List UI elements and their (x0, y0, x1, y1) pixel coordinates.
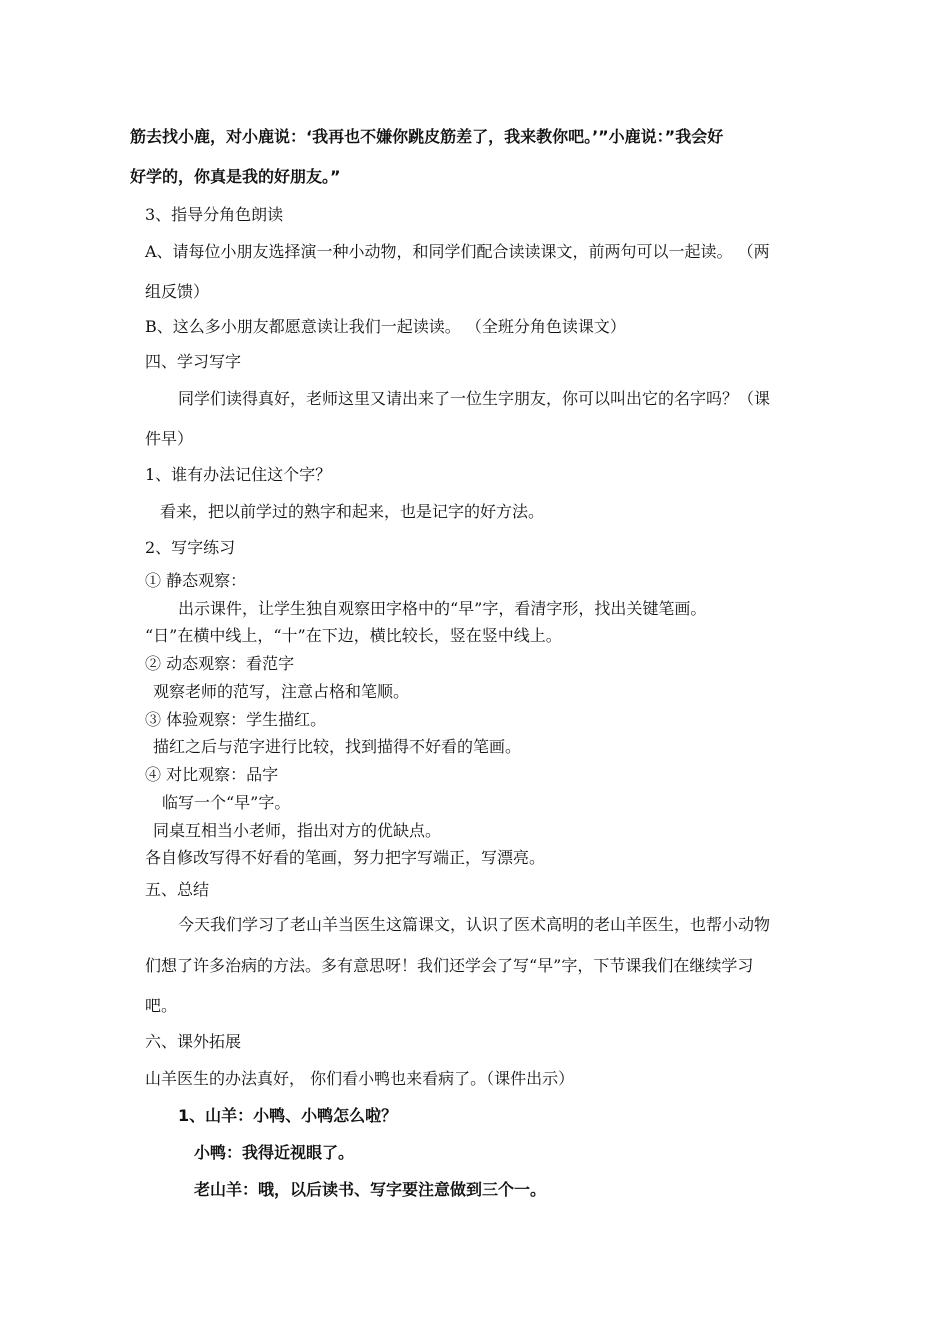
paragraph-line: 今天我们学习了老山羊当医生这篇课文，认识了医术高明的老山羊医生，也帮小动物 (178, 915, 771, 934)
paragraph-line: 山羊医生的办法真好， 你们看小鸭也来看病了。（课件出示） (145, 1069, 575, 1088)
paragraph-line: 筋去找小鹿，对小鹿说：‘我再也不嫌你跳皮筋差了，我来教你吧。’”小鹿说：”我会好 (130, 127, 724, 146)
section-heading: 六、课外拓展 (145, 1032, 242, 1051)
paragraph-line: B、这么多小朋友都愿意读让我们一起读读。 （全班分角色读课文） (145, 317, 626, 336)
paragraph-line: 件早） (145, 429, 194, 448)
paragraph-line: 吧。 (145, 996, 178, 1015)
section-heading: 四、学习写字 (145, 352, 242, 371)
dialogue-line: 1、山羊：小鸭、小鸭怎么啦？ (178, 1106, 398, 1125)
section-heading: 五、总结 (145, 880, 210, 899)
list-item: 2、写字练习 (145, 538, 236, 557)
paragraph-line: 临写一个“早”字。 (162, 793, 291, 812)
list-item: 1、谁有办法记住这个字？ (145, 465, 332, 484)
paragraph-line: 观察老师的范写，注意占格和笔顺。 (153, 682, 410, 701)
paragraph-line: 出示课件，让学生独自观察田字格中的“早”字，看清字形，找出关键笔画。 (178, 599, 707, 618)
paragraph-line: 各自修改写得不好看的笔画，努力把字写端正，写漂亮。 (145, 848, 546, 867)
paragraph-line: 好学的，你真是我的好朋友。” (130, 167, 341, 186)
paragraph-line: 同学们读得真好，老师这里又请出来了一位生字朋友，你可以叫出它的名字吗？（课 (178, 389, 771, 408)
paragraph-line: “日”在横中线上，“十”在下边，横比较长，竖在竖中线上。 (145, 626, 562, 645)
list-item: ③ 体验观察：学生描红。 (145, 710, 327, 729)
paragraph-line: A、请每位小朋友选择演一种小动物，和同学们配合读读课文，前两句可以一起读。 （两 (145, 242, 770, 261)
paragraph-line: 们想了许多治病的方法。多有意思呀！我们还学会了写“早”字，下节课我们在继续学习 (145, 956, 754, 975)
section-heading: 3、指导分角色朗读 (145, 205, 284, 224)
paragraph-line: 组反馈） (145, 282, 210, 301)
paragraph-line: 同桌互相当小老师，指出对方的优缺点。 (153, 821, 442, 840)
list-item: ④ 对比观察：品字 (145, 765, 279, 784)
list-item: ② 动态观察：看范字 (145, 654, 295, 673)
list-item: ① 静态观察： (145, 571, 247, 590)
dialogue-line: 小鸭：我得近视眼了。 (194, 1143, 355, 1162)
paragraph-line: 看来，把以前学过的熟字和起来，也是记字的好方法。 (160, 502, 545, 521)
paragraph-line: 描红之后与范字进行比较，找到描得不好看的笔画。 (153, 737, 522, 756)
dialogue-line: 老山羊：哦，以后读书、写字要注意做到三个一。 (194, 1180, 547, 1199)
